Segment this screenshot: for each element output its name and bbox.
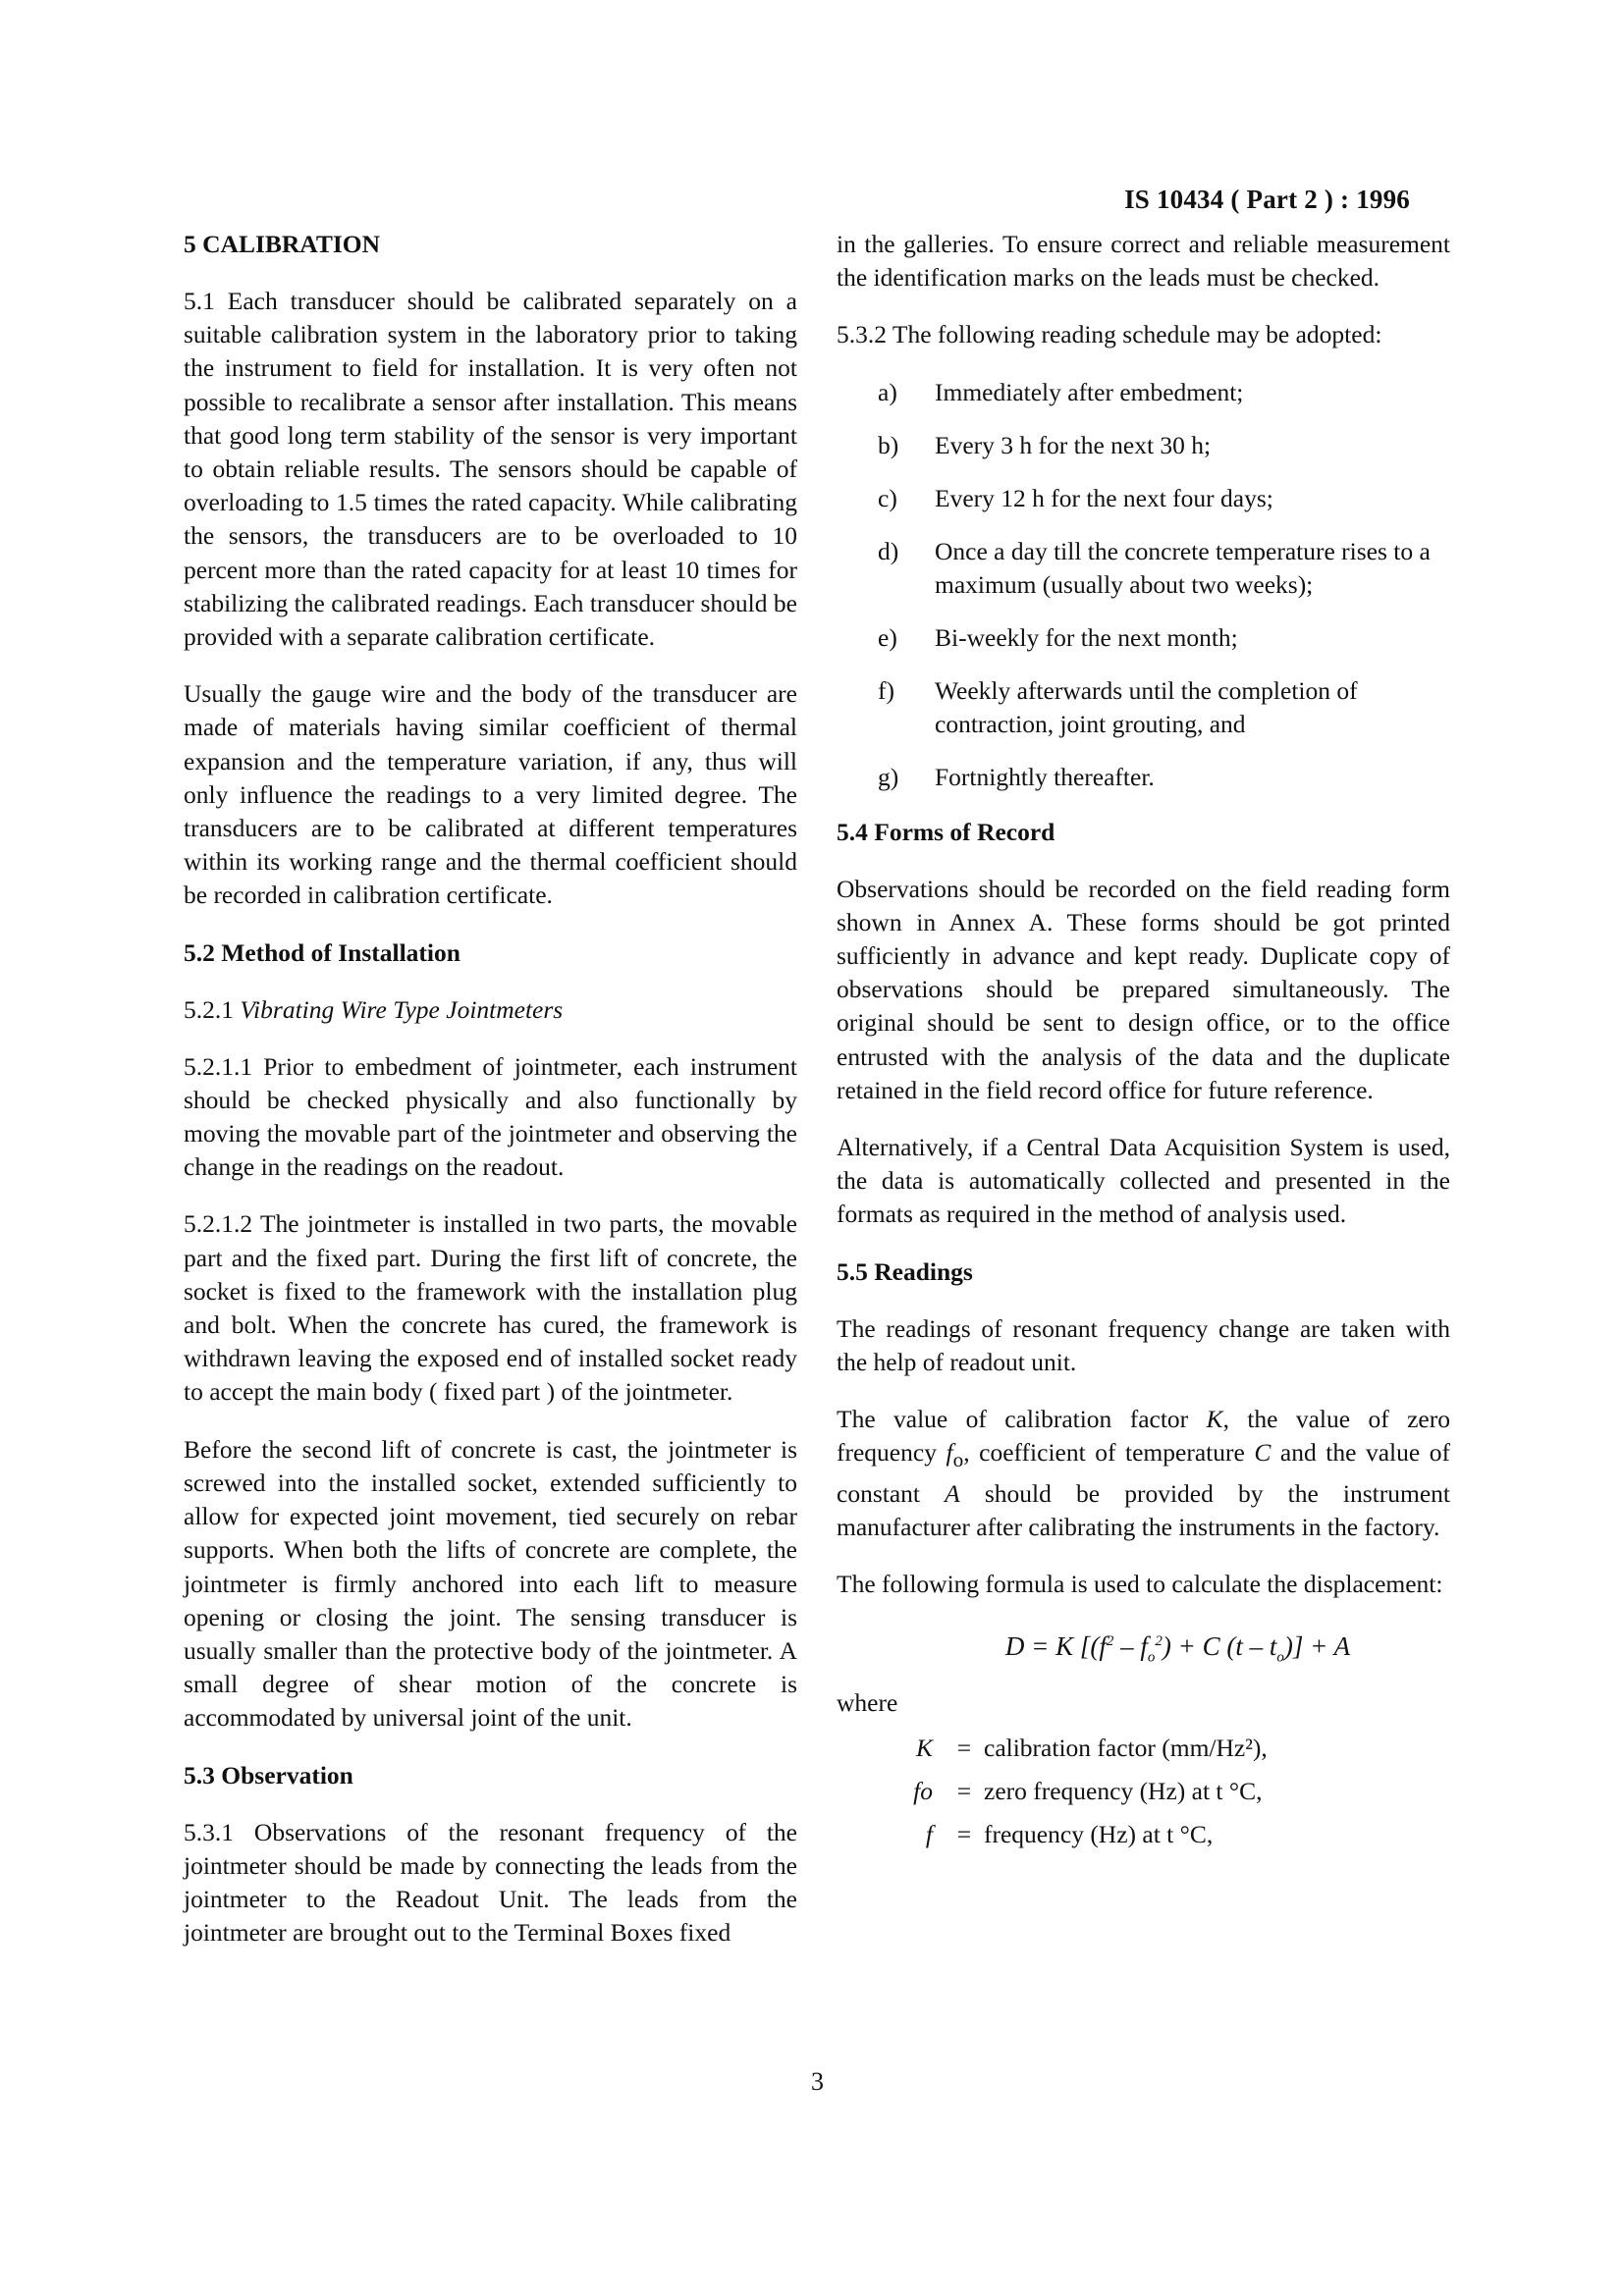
paragraph-5-1-b: Usually the gauge wire and the body of the transducer are made of materials having similar coefficient of thermal expansion and the temperature variation, if any, thus will only influence the readings to a very limited degree. The transducers are to be calibrated at different temperatures within its working range and the thermal coefficient should be recorded in calibration certificate. (184, 679, 797, 910)
definition-equals: = (956, 1733, 972, 1762)
paragraph-5-2-1-2-b: Before the second lift of concrete is cast, the jointmeter is screwed into the installed socket, extended sufficiently to allow for expected joint movement, tied securely on rebar supports. When both the lifts of concrete are complete, the jointmeter is firmly anchored into each lift to measure opening or closing the joint. The sensing transducer is usually smaller than the protective body of the jointmeter. A small degree of shear motion of the concrete is accommodated by universal joint of the unit. (184, 1434, 797, 1733)
paragraph-5-2-1-2: 5.2.1.2 The jointmeter is installed in two parts, the movable part and the fixed part. During the first lift of concrete, the socket is fixed to the framework with the installation plug and bolt. When the concrete has cured, the framework is withdrawn leaving the exposed end of installed socket ready to accept the main body ( fixed part ) of the jointmeter. (184, 1209, 797, 1407)
section-5-5-heading: 5.5 Readings (837, 1256, 973, 1286)
standard-reference: IS 10434 ( Part 2 ) : 1996 (1124, 185, 1410, 214)
schedule-item-label: g) (878, 762, 899, 791)
text-run: should be provided by the instrument manufacturer after calibrating the instruments in the factory. (837, 1478, 1450, 1541)
schedule-item-text: Every 12 h for the next four days; (935, 483, 1273, 512)
schedule-item-text: Weekly afterwards until the completion of contraction, joint grouting, and (935, 675, 1358, 738)
schedule-item (837, 429, 1450, 462)
symbol-K: K (1206, 1405, 1223, 1434)
paragraph-5-3-1-cont: in the galleries. To ensure correct and reliable measurement the identification marks on the leads must be checked. (837, 230, 1450, 293)
definition-row (837, 1732, 1450, 1765)
section-5-2-1-title: Vibrating Wire Type Jointmeters (240, 994, 564, 1024)
paragraph-5-3-2: 5.3.2 The following reading schedule may be adopted: (837, 320, 1382, 349)
subscript-o: o (952, 1448, 964, 1472)
paragraph-5-2-1-1: 5.2.1.1 Prior to embedment of jointmeter, each instrument should be checked physically and also functionally by moving the movable part of the jointmeter and observing the change in the readings on the readout. (184, 1051, 797, 1182)
text-run: The value of calibration factor (837, 1405, 1207, 1434)
text-run: and the value of constant (837, 1438, 1450, 1508)
paragraph-5-1: 5.1 Each transducer should be calibrated separately on a suitable calibration system in the laboratory prior to taking the instrument to field for installation. It is very often not possible to recalibrate a sensor after installation. This means that good long term stability of the sensor is very important to obtain reliable results. The sensors should be capable of overloading to 1.5 times the rated capacity. While calibrating the sensors, the transducers are to be overloaded to 10 percent more than the rated capacity for at least 10 times for stabilizing the calibrated readings. Each transducer should be provided with a separate calibration certificate. (184, 287, 797, 652)
paragraph-5-3-1: 5.3.1 Observations of the resonant frequency of the jointmeter should be made by connecting the leads from the jointmeter to the Readout Unit. The leads from the jointmeter are brought out to the Terminal Boxes fixed (184, 1817, 797, 1948)
definition-symbol: K (915, 1733, 933, 1762)
schedule-item-text: Immediately after embedment; (935, 377, 1244, 406)
paragraph-5-4: Observations should be recorded on the field reading form shown in Annex A. These forms should be got printed sufficiently in advance and kept ready. Duplicate copy of observations should be prepared simultaneously. The original should be sent to design office, or to the office entrusted with the analysis of the data and the duplicate retained in the field record office for future reference. (837, 874, 1450, 1104)
definition-equals: = (956, 1776, 972, 1805)
section-5-2-1-number: 5.2.1 (184, 994, 234, 1024)
definition-symbol: f (925, 1819, 933, 1848)
paragraph-5-5-c: The following formula is used to calculate the displacement: (837, 1569, 1443, 1598)
schedule-item (837, 761, 1450, 794)
schedule-item-text: Once a day till the concrete temperature rises to a maximum (usually about two weeks); (935, 536, 1431, 599)
definition-text: frequency (Hz) at t °C, (984, 1819, 1214, 1848)
schedule-item (837, 376, 1450, 409)
schedule-item-text: Bi-weekly for the next month; (935, 622, 1238, 652)
definition-row (837, 1775, 1450, 1808)
schedule-item-text: Fortnightly thereafter. (935, 762, 1155, 791)
paragraph-5-5-b (837, 1403, 1450, 1544)
definition-symbol: fo (913, 1776, 933, 1805)
schedule-item-label: f) (878, 675, 894, 705)
section-5-heading: 5 CALIBRATION (184, 230, 381, 258)
definition-text: calibration factor (mm/Hz²), (984, 1733, 1268, 1762)
section-5-2-heading: 5.2 Method of Installation (184, 937, 460, 967)
symbol-C: C (1254, 1438, 1271, 1468)
symbol-f: f (946, 1438, 953, 1468)
section-5-4-heading: 5.4 Forms of Record (837, 817, 1055, 846)
displacement-formula: D = K [$(f^2 - f_o^2) + C$ $(t - t_o)] + A$ (1004, 1631, 1351, 1666)
definition-equals: = (956, 1819, 972, 1848)
right-column (837, 228, 1450, 1861)
schedule-item-label: d) (878, 536, 899, 565)
left-column (184, 228, 797, 1973)
page-number: 3 (811, 2067, 824, 2096)
schedule-item-label: e) (878, 622, 897, 652)
schedule-item (837, 535, 1450, 602)
schedule-item-label: a) (878, 377, 897, 406)
schedule-item (837, 482, 1450, 515)
variable-definitions (837, 1732, 1450, 1851)
symbol-A: A (945, 1478, 960, 1508)
text-run: , coefficient of temperature (963, 1438, 1255, 1468)
paragraph-5-5: The readings of resonant frequency change are taken with the help of readout unit. (837, 1313, 1450, 1376)
definition-row (837, 1818, 1450, 1851)
paragraph-5-4-b: Alternatively, if a Central Data Acquisition System is used, the data is automatically collected and presented in the formats as required in the method of analysis used. (837, 1133, 1450, 1229)
text-run: , the value of zero frequency (837, 1405, 1450, 1468)
where-label: where (837, 1687, 898, 1717)
schedule-item-label: b) (878, 430, 899, 459)
reading-schedule-list (837, 376, 1450, 794)
schedule-item (837, 621, 1450, 655)
schedule-item-label: c) (878, 483, 897, 512)
section-5-2-1-heading (184, 993, 797, 1027)
schedule-item-text: Every 3 h for the next 30 h; (935, 430, 1212, 459)
section-5-3-heading: 5.3 Observation (184, 1760, 353, 1789)
definition-text: zero frequency (Hz) at t °C, (984, 1776, 1263, 1805)
schedule-item (837, 674, 1450, 741)
